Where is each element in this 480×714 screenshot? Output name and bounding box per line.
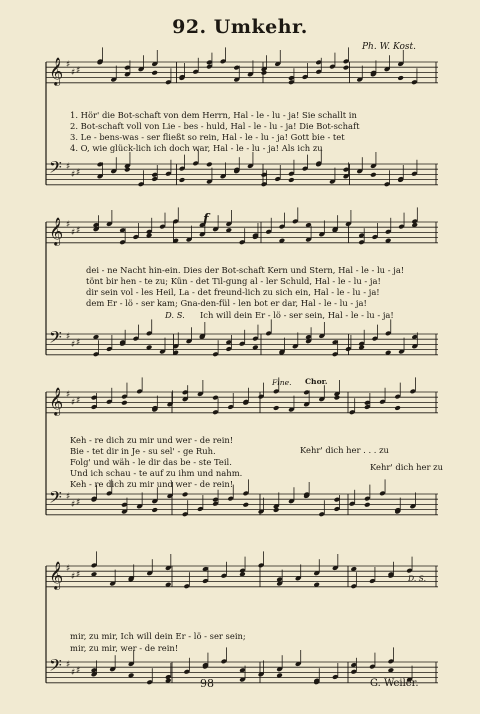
verse-3-line-1: 3. Le - bens-was - ser fließt so rein, Hal - le - lu - ja! Gott bie - tet: [70, 132, 345, 142]
chorus-lower-text: Kehr' dich her zu: [370, 462, 443, 472]
sharp-icon: ♯: [71, 398, 76, 408]
page-number: 98: [200, 677, 214, 690]
note-head: [124, 167, 131, 173]
treble-clef-icon: 𝄞: [49, 561, 64, 589]
note-head: [394, 405, 401, 411]
sharp-icon: ♯: [71, 340, 76, 350]
note-head: [151, 70, 158, 76]
note-head: [288, 177, 295, 183]
chorus-verse-1: Keh - re dich zu mir und wer - de rein!: [70, 435, 234, 445]
bass-clef-icon: 𝄢: [49, 327, 62, 351]
chorus-verse-3: Folg' und wäh - le dir das be - ste Teil.: [70, 457, 232, 467]
note-head: [182, 492, 189, 498]
fine-label: Fine.: [272, 378, 292, 387]
chorus-label: Chor.: [305, 377, 328, 386]
sharp-icon: ♯: [76, 666, 81, 676]
verse-4-line-1: 4. O, wie glück-lich ich doch war, Hal - le - lu - ja! Als ich zu: [70, 143, 323, 153]
sharp-icon: ♯: [76, 226, 81, 236]
note-head: [121, 400, 128, 406]
hymn-title-text: Umkehr.: [213, 16, 308, 38]
sharp-icon: ♯: [71, 228, 76, 238]
sharp-icon: ♯: [66, 332, 71, 342]
sharp-icon: ♯: [71, 668, 76, 678]
sharp-icon: ♯: [76, 338, 81, 348]
sharp-icon: ♯: [71, 68, 76, 78]
note-head: [364, 502, 371, 508]
ds-label-2: D. S.: [165, 310, 185, 320]
sharp-icon: ♯: [66, 564, 71, 574]
chorus-verse-5: Keh - re dich zu mir und wer - de rein!: [70, 479, 234, 489]
sharp-icon: ♯: [66, 162, 71, 172]
forte-mark: f: [203, 212, 209, 227]
note-head: [343, 65, 350, 71]
verse-1-line-2: dei - ne Nacht hin-ein. Dies der Bot-schaft Kern und Stern, Hal - le - lu - ja!: [86, 265, 405, 275]
verse-1-line-1: 1. Hör' die Bot-schaft von dem Herrn, Hal - le - lu - ja! Sie schallt in: [70, 110, 357, 120]
treble-clef-icon: 𝄞: [49, 387, 64, 415]
chorus-verse-4: Und ich schau - te auf zu ihm und nahm.: [70, 468, 243, 478]
bass-clef-icon: 𝄢: [49, 655, 62, 679]
sharp-icon: ♯: [66, 220, 71, 230]
sharp-icon: ♯: [66, 390, 71, 400]
sharp-icon: ♯: [66, 660, 71, 670]
ds-line: Ich will dein Er - lö - ser sein, Hal - le - lu - ja!: [200, 310, 394, 320]
note-head: [151, 507, 158, 513]
sharp-icon: ♯: [71, 500, 76, 510]
sharp-icon: ♯: [71, 170, 76, 180]
final-line-2: mir, zu mir, wer - de rein!: [70, 643, 179, 653]
sharp-icon: ♯: [76, 168, 81, 178]
verse-2-line-2: tönt bir hen - te zu; Kün - det Til-gung al - ler Schuld, Hal - le - lu - ja!: [86, 276, 381, 286]
note-head: [397, 75, 404, 81]
sharp-icon: ♯: [71, 572, 76, 582]
note-head: [206, 162, 213, 168]
note-head: [370, 172, 377, 178]
treble-clef-icon: 𝄞: [49, 217, 64, 245]
ds-label-4: D. S.: [408, 574, 426, 583]
verse-3-line-2: dir sein vol - les Heil, La - det freund-lich zu sich ein, Hal - le - lu - ja!: [86, 287, 380, 297]
sharp-icon: ♯: [66, 60, 71, 70]
sharp-icon: ♯: [66, 492, 71, 502]
chorus-upper-text: Kehr' dich her . . . zu: [300, 445, 389, 455]
verse-2-line-1: 2. Bot-schaft voll von Lie - bes - huld, Hal - le - lu - ja! Die Bot-schaft: [70, 121, 360, 131]
sharp-icon: ♯: [76, 396, 81, 406]
bass-clef-icon: 𝄢: [49, 487, 62, 511]
note-head: [273, 405, 280, 411]
note-head: [273, 507, 280, 513]
sharp-icon: ♯: [76, 66, 81, 76]
arranger-credit: G. Weiler.: [370, 678, 419, 689]
final-line-1: mir, zu mir, Ich will dein Er - lö - ser sein;: [70, 631, 246, 641]
note-head: [334, 395, 341, 401]
verse-4-line-2: dem Er - lö - ser kam; Gna-den-fül - len bot er dar, Hal - le - lu - ja!: [86, 298, 367, 308]
note-head: [243, 502, 250, 508]
note-head: [179, 177, 186, 183]
chorus-verse-2: Bie - tet dir in Je - su sel' - ge Ruh.: [70, 446, 216, 456]
note-head: [261, 70, 268, 76]
bass-clef-icon: 𝄢: [49, 157, 62, 181]
sharp-icon: ♯: [76, 570, 81, 580]
sharp-icon: ♯: [76, 498, 81, 508]
hymn-number: 92.: [172, 16, 207, 38]
treble-clef-icon: 𝄞: [49, 57, 64, 85]
composer-credit: Ph. W. Kost.: [362, 42, 416, 52]
